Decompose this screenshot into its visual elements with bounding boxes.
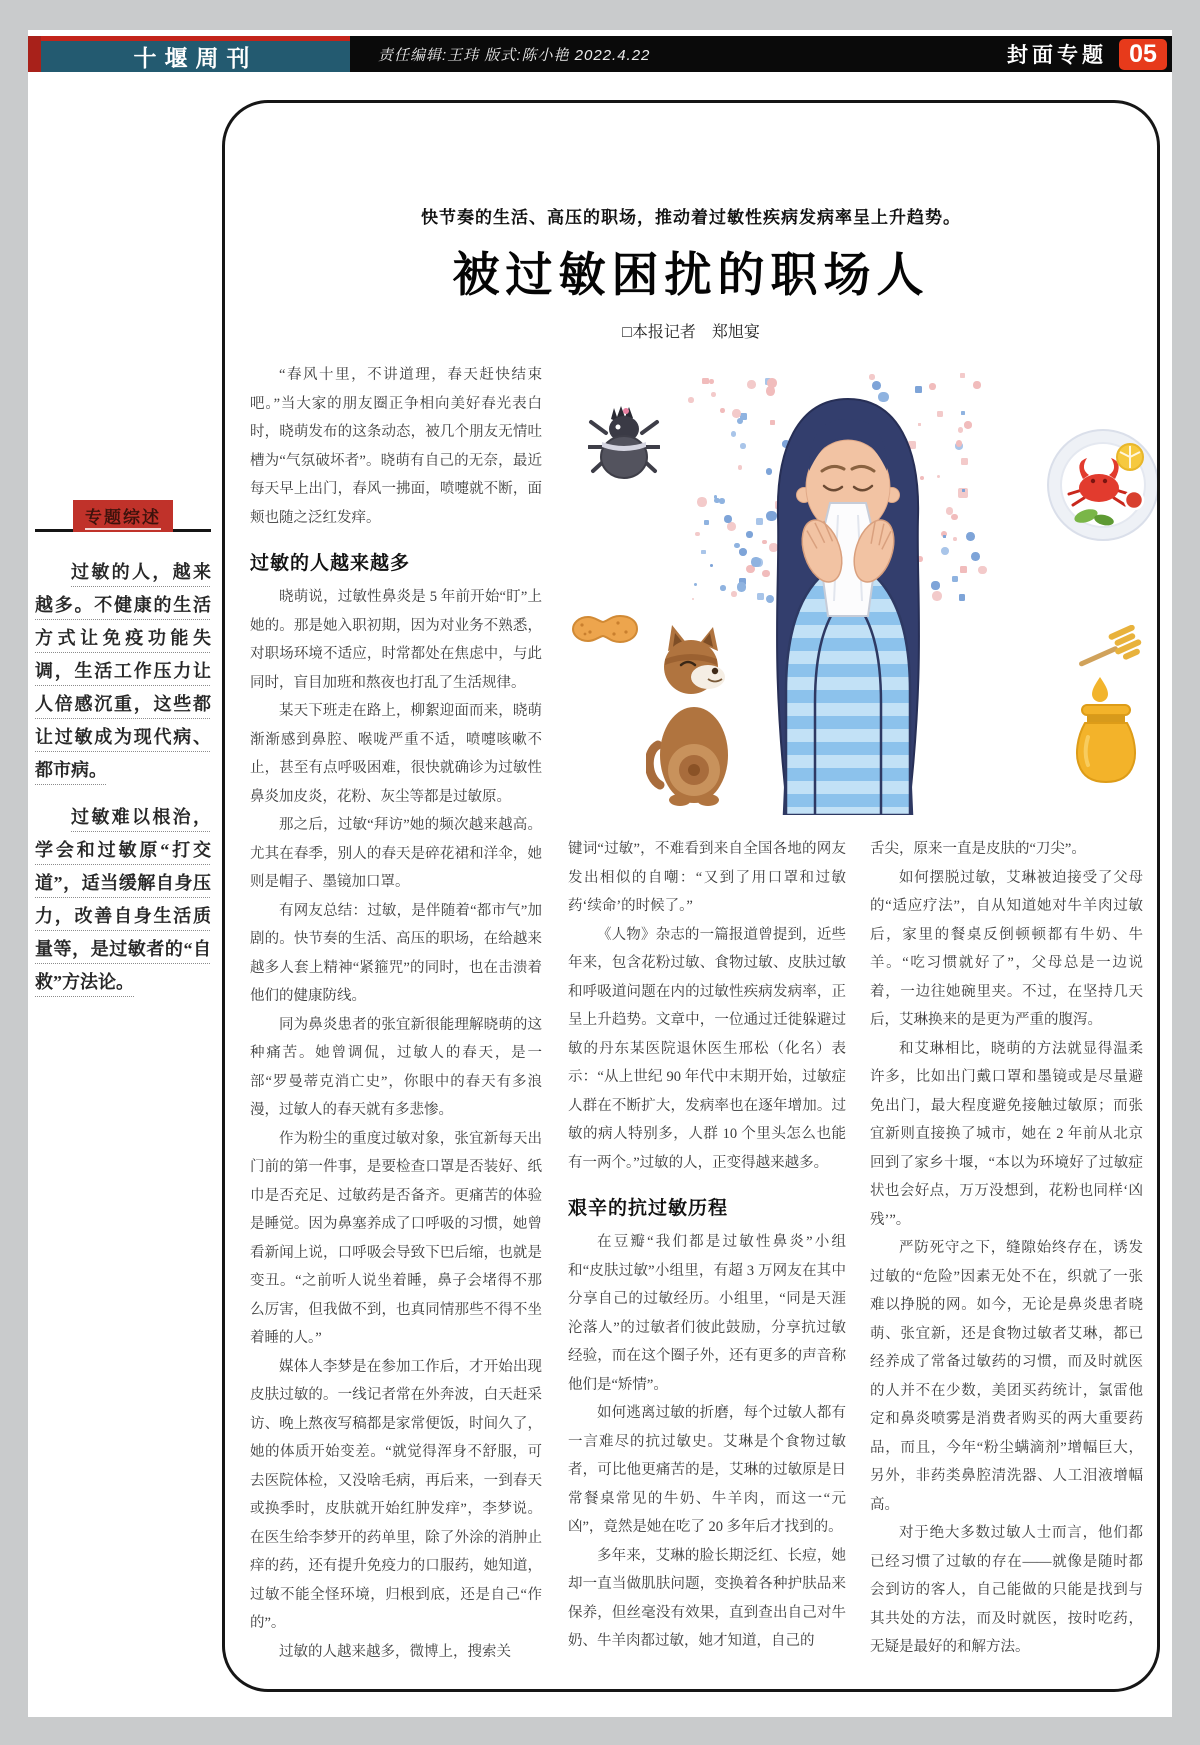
sidebar-summary <box>35 500 211 1013</box>
pollen-particle <box>739 548 747 556</box>
pollen-particle <box>724 515 732 523</box>
pollen-particle <box>978 566 986 574</box>
pollen-particle <box>737 418 743 424</box>
article-column-3 <box>870 835 1143 1661</box>
pollen-particle <box>709 379 714 384</box>
paragraph: 作为粉尘的重度过敏对象，张宜新每天出门前的第一件事，是要检查口罩是否装好、纸巾是否充足、过敏药是否备齐。更痛苦的体验是睡觉。因为鼻塞养成了口呼吸的习惯，她曾看新闻上说，口呼吸会导致下巴后缩，也就是变丑。“之前听人说坐着睡，鼻子会堵得不那么厉害，但我做不到，也真同情那些不得不坐着睡的人。” <box>250 1130 542 1346</box>
page-number-badge: 05 <box>1119 39 1167 70</box>
paragraph: “春风十里，不讲道理，春天赶快结束吧。”当大家的朋友圈正争相向美好春光表白时，晓萌发布的这条动态，被几个朋友无情吐槽为“气氛破坏者”。晓萌有自己的无奈，最近每天早上出门，春风一拂面，喷嚏就不断，面颊也随之泛红发痒。 <box>250 367 542 526</box>
summary-label <box>73 500 173 532</box>
pollen-particle <box>960 373 965 378</box>
pollen-particle <box>714 495 717 498</box>
pollen-particle <box>740 443 746 449</box>
paragraph: 对于绝大多数过敏人士而言，他们都已经习惯了过敏的存在——就像是随时都会到访的客人，自己能做的只能是找到与其共处的方法，而及时就医，按时吃药，无疑是最好的和解方法。 <box>870 1525 1143 1655</box>
pollen-particle <box>719 498 725 504</box>
pollen-particle <box>694 583 697 586</box>
article-column-2 <box>568 835 846 1661</box>
paragraph: 有网友总结：过敏，是伴随着“都市气”加剧的。快节奏的生活、高压的职场，在给越来越多人套上精神“紧箍咒”的同时，也在击溃着他们的健康防线。 <box>250 902 542 1004</box>
pollen-particle <box>941 547 949 555</box>
pollen-particle <box>720 585 726 591</box>
paragraph: 如何摆脱过敏，艾琳被迫接受了父母的“适应疗法”，自从知道她对牛羊肉过敏后，家里的餐桌反倒顿顿都有牛奶、牛羊。“吃习惯就好了”，父母总是一边说着，一边往她碗里夹。不过，在坚持几天后，艾琳换来的是更为严重的腹泻。 <box>870 869 1143 1028</box>
masthead-title: 十堰周刊 <box>133 46 258 71</box>
pollen-particle <box>738 465 743 470</box>
honey-jar-icon <box>1058 625 1150 785</box>
pollen-particle <box>869 374 875 380</box>
pollen-particle <box>747 380 756 389</box>
masthead-side-strip <box>28 36 41 72</box>
pollen-particle <box>953 537 957 541</box>
cat-icon <box>646 625 731 807</box>
pollen-particle <box>958 427 964 433</box>
pollen-particle <box>951 514 958 521</box>
page-header <box>28 36 1172 72</box>
pollen-particle <box>732 409 741 418</box>
summary-label-row <box>35 500 211 532</box>
lower-columns <box>568 835 1143 1661</box>
pollen-particle <box>971 552 980 561</box>
pollen-particle <box>961 458 968 465</box>
pollen-particle <box>720 408 725 413</box>
paragraph: 《人物》杂志的一篇报道曾提到，近些年来，包含花粉过敏、食物过敏、皮肤过敏和呼吸道问题在内的过敏性疾病发病率，正呈上升趋势。文章中，一位通过迁徙躲避过敏的丹东某医院退休医生邢松（化名）表示：“从上世纪 90 年代中末期开始，过敏症人群在不断扩大，发病率也在逐年增加。过敏的病人特别多，人群 10 个里头怎么也能有一两个。”过敏的人，正变得越来越多。 <box>568 926 846 1171</box>
pollen-particle <box>872 381 882 391</box>
section-subhead: 过敏的人越来越多 <box>250 553 411 574</box>
pollen-particle <box>929 383 936 390</box>
paragraph: 过敏的人，越来越多。不健康的生活方式让免疫功能失调，生活工作压力让人倍感沉重，这些都让过敏成为现代病、都市病。 <box>35 562 211 780</box>
headline-block <box>225 103 1157 361</box>
pollen-particle <box>964 421 972 429</box>
byline: □本报记者 郑旭宴 <box>622 324 760 341</box>
pollen-particle <box>731 431 737 437</box>
pollen-particle <box>959 594 966 601</box>
pollen-particle <box>731 591 737 597</box>
section-header <box>1007 39 1172 70</box>
pollen-particle <box>962 489 965 492</box>
feature-frame <box>222 100 1160 1692</box>
newspaper-page <box>28 30 1172 1717</box>
sneezing-woman <box>758 391 938 815</box>
paragraph: 过敏的人越来越多，微博上，搜索关 <box>279 1643 511 1660</box>
paragraph: 那之后，过敏“拜访”她的频次越来越高。尤其在春季，别人的春天是碎花裙和洋伞，她则是帽子、墨镜加口罩。 <box>250 817 542 890</box>
allergy-illustration <box>568 373 1143 815</box>
pollen-particle <box>767 378 777 388</box>
pollen-particle <box>952 576 958 582</box>
pollen-particle <box>946 507 953 514</box>
pollen-particle <box>973 381 981 389</box>
paragraph: 舌尖，原来一直是皮肤的“刀尖”。 <box>870 841 1086 857</box>
pollen-particle <box>697 497 707 507</box>
paragraph: 某天下班走在路上，柳絮迎面而来，晓萌渐渐感到鼻腔、喉咙严重不适，喷嚏咳嗽不止，甚至有点呼吸困难，很快就确诊为过敏性鼻炎加皮炎，花粉、灰尘等都是过敏原。 <box>250 703 542 805</box>
kicker: 快节奏的生活、高压的职场，推动着过敏性疾病发病率呈上升趋势。 <box>421 208 961 227</box>
pollen-particle <box>727 522 736 531</box>
paragraph: 严防死守之下，缝隙始终存在，诱发过敏的“危险”因素无处不在，织就了一张难以挣脱的网。如今，无论是鼻炎患者晓萌、张宜新，还是食物过敏者艾琳，都已经养成了常备过敏药的习惯，而及时就医的人并不在少数，美团买药统计，氯雷他定和鼻炎喷雾是消费者购买的两大重要药品，而且，今年“粉尘螨滴剂”增幅巨大，另外，非药类鼻腔清洗器、人工泪液增幅高。 <box>870 1240 1143 1513</box>
paragraph: 键词“过敏”，不难看到来自全国各地的网友发出相似的自嘲：“又到了用口罩和过敏药‘续命’的时候了。” <box>568 841 846 914</box>
article-body <box>225 361 1157 1661</box>
paragraph: 媒体人李梦是在参加工作后，才开始出现皮肤过敏的。一线记者常在外奔波，白天赶采访、晚上熬夜写稿都是家常便饭，时间久了，她的体质开始变差。“就觉得浑身不舒服，可去医院体检，又没啥毛病，再后来，一到春天或换季时，皮肤就开始红肿发痒”，李梦说。在医生给李梦开的药单里，除了外涂的消肿止痒的药，还有提升免疫力的口服药，她知道，过敏不能全怪环境，归根到底，还是自己“作的”。 <box>250 1358 542 1631</box>
pollen-particle <box>688 397 694 403</box>
paragraph: 同为鼻炎患者的张宜新很能理解晓萌的这种痛苦。她曾调侃，过敏人的春天，是一部“罗曼蒂克消亡史”，你眼中的春天有多浪漫，过敏人的春天就有多悲惨。 <box>250 1016 542 1118</box>
pollen-particle <box>966 532 975 541</box>
paragraph: 如何逃离过敏的折磨，每个过敏人都有一言难尽的抗过敏史。艾琳是个食物过敏者，可比他更痛苦的是，艾琳的过敏原是日常餐桌常见的牛奶、牛羊肉，而这一“元凶”，竟然是她在吃了 20 多年后才找到的。 <box>568 1405 846 1535</box>
peanut-icon <box>570 609 640 649</box>
masthead-box <box>41 36 350 72</box>
pollen-particle <box>961 411 965 415</box>
pollen-particle <box>692 598 695 601</box>
pollen-particle <box>704 520 709 525</box>
pollen-particle <box>737 582 746 591</box>
article-column-1 <box>250 361 542 1661</box>
sidebar-text <box>35 556 211 999</box>
paragraph: 过敏难以根治，学会和过敏原“打交道”，适当缓解自身压力，改善自身生活质量等，是过敏者的“自救”方法论。 <box>35 807 211 992</box>
pollen-particle <box>710 564 713 567</box>
article-title: 被过敏困扰的职场人 <box>452 250 930 302</box>
pollen-particle <box>960 566 967 573</box>
section-name: 封面专题 <box>1007 44 1107 67</box>
pollen-particle <box>746 531 753 538</box>
pollen-particle <box>701 550 706 555</box>
paragraph: 晓萌说，过敏性鼻炎是 5 年前开始“盯”上她的。那是她入职初期，因为对业务不熟悉，对职场环境不适应，时常都处在焦虑中，与此同时，盲目加班和熬夜也打乱了生活规律。 <box>250 589 542 691</box>
dust-mite-icon <box>588 405 660 483</box>
paragraph: 和艾琳相比，晓萌的方法就显得温柔许多，比如出门戴口罩和墨镜或是尽量避免出门，最大程度避免接触过敏原；而张宜新则直接换了城市，她在 2 年前从北京回到了家乡十堰，“本以为环境好了过敏症状也会好点，万万没想到，花粉也同样‘凶残’”。 <box>870 1040 1143 1228</box>
pollen-particle <box>695 532 700 537</box>
paragraph: 在豆瓣“我们都是过敏性鼻炎”小组和“皮肤过敏”小组里，有超 3 万网友在其中分享自己的过敏经历。小组里，“同是天涯沦落人”的过敏者们彼此鼓励，分享抗过敏经验，而在这个圈子外，还有更多的声音称他们是“矫情”。 <box>568 1234 846 1393</box>
edition-info: 责任编辑:王玮 版式:陈小艳 2022.4.22 <box>378 46 651 64</box>
pollen-particle <box>943 535 946 538</box>
section-subhead: 艰辛的抗过敏历程 <box>568 1198 729 1219</box>
pollen-particle <box>702 378 708 384</box>
seafood-plate-icon <box>1046 428 1157 543</box>
summary-label-text: 专题综述 <box>85 508 161 530</box>
article-right-region <box>568 361 1143 1661</box>
paragraph: 多年来，艾琳的脸长期泛红、长痘，她却一直当做肌肤问题，变换着各种护肤品来保养，但丝毫没有效果，直到查出自己对牛奶、牛羊肉都过敏，她才知道，自己的 <box>568 1547 846 1649</box>
masthead-logo <box>28 36 350 72</box>
pollen-particle <box>734 543 740 549</box>
pollen-particle <box>711 392 716 397</box>
